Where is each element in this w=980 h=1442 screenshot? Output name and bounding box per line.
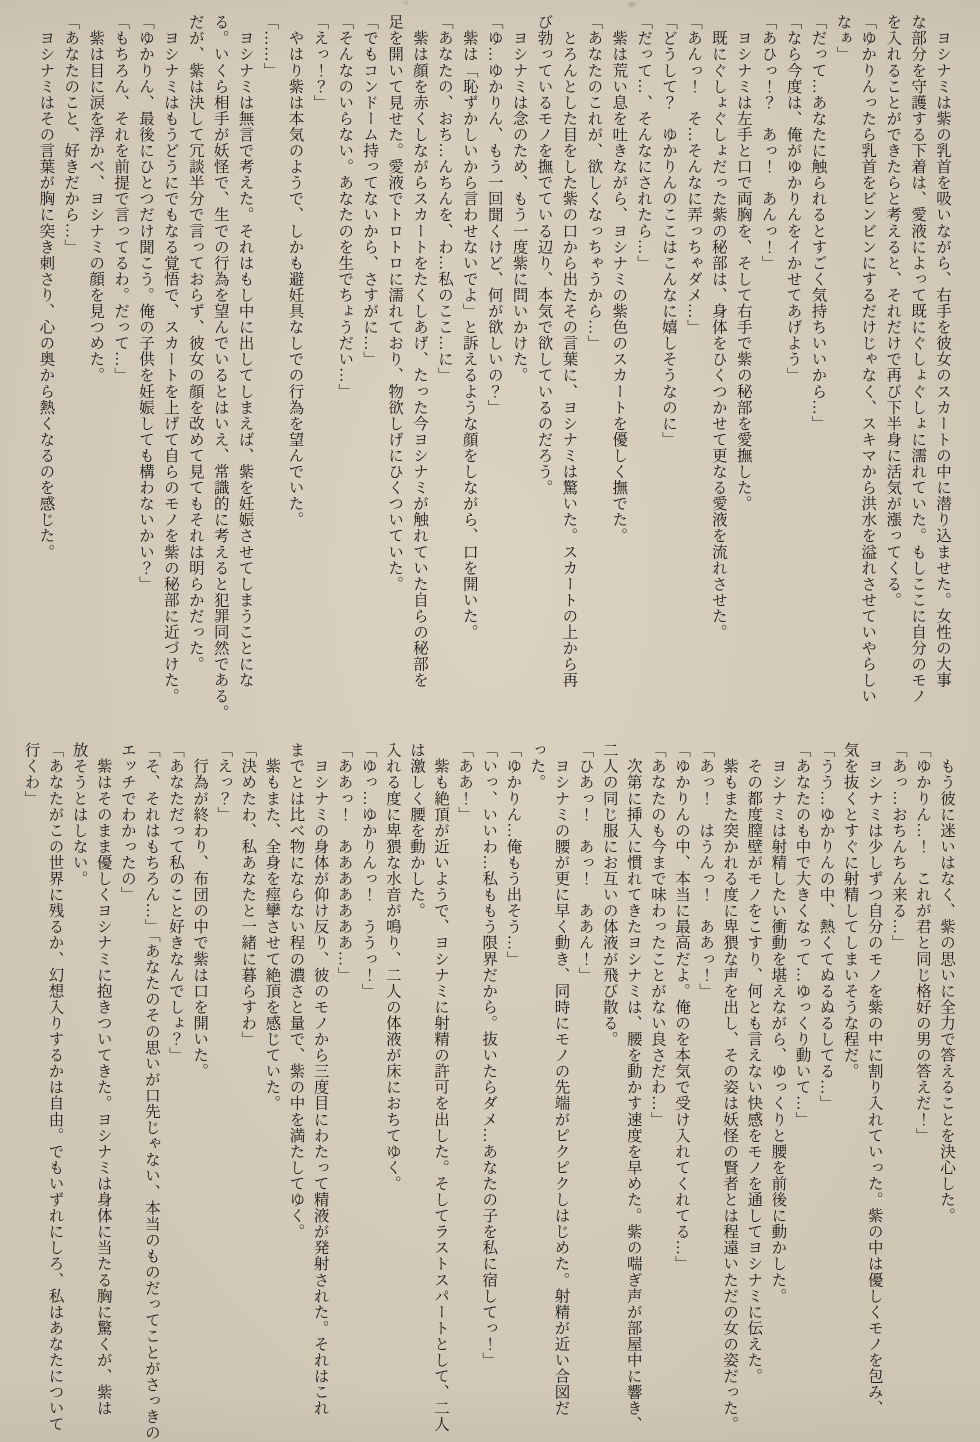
- text-column: 行くわ」: [22, 742, 40, 807]
- text-column: 「ゆかりん…俺もう出そう…」: [504, 742, 522, 967]
- text-column: 足を開いて見せた。愛液でトロトロに濡れており、物欲しげにひくついていた。: [386, 14, 404, 592]
- text-column: ヨシナミの腰が更に早く動き、同時にモノの先端がピクピクしはじめた。射精が近い合図だ: [552, 742, 570, 1417]
- text-column: 次第に挿入に慣れてきたヨシナミは、腰を動かす速度を早めた。紫の喘ぎ声が部屋中に響き、: [624, 742, 642, 1433]
- text-column: 「どうして？ ゆかりんのここはこんなに嬉しそうなのに」: [660, 14, 678, 448]
- scan-noise-speck: [628, 2, 635, 7]
- text-column: 「だって…あなたに触られるとすごく気持ちいいから…」: [809, 14, 827, 432]
- text-column: 紫はそのまま優しくヨシナミに抱きついてきた。ヨシナミは身体に当たる胸に驚くが、紫は: [94, 742, 112, 1417]
- text-column: 「うう…ゆかりんの中、熱くてぬるぬるしてる…」: [817, 742, 835, 1112]
- text-column: 紫は荒い息を吐きながら、ヨシナミの紫色のスカートを優しく撫でた。: [610, 14, 628, 544]
- text-column: 「ああ！」: [456, 742, 474, 823]
- text-column: なぁ」: [834, 14, 852, 63]
- text-column: 紫もまた、全身を痙攣させて絶頂を感じていた。: [263, 742, 281, 1112]
- text-column: った。: [528, 742, 546, 791]
- text-column: 「あんっ！ そ…そんなに弄っちゃダメ…」: [684, 14, 702, 335]
- text-column: 「あひっ！？ あっ！ あんっ！」: [759, 14, 777, 271]
- text-column: 「あなたがこの世界に残るか、幻想入りするかは自由。でもいずれにしろ、私はあなたについて: [46, 742, 64, 1433]
- text-column: ヨシナミの身体が仰け反り、彼のモノから三度目にわたって精液が発射された。それはこれ: [311, 742, 329, 1417]
- text-column: 「あなたのこと、好きだから…」: [62, 14, 80, 255]
- text-column: ヨシナミは左手と口で両胸を、そして右手で紫の秘部を愛撫した。: [734, 14, 752, 512]
- text-column: 「だって…、そんなにされたら…」: [635, 14, 653, 271]
- text-column: 「そんなのいらない。あなたのを生でちょうだい…」: [336, 14, 354, 400]
- text-column: 入れる度に卑猥な水音が鳴り、二人の体液が床におちてゆく。: [383, 742, 401, 1192]
- text-column: 「いっ、いいわ…私ももう限界だから。抜いたらダメ…あなたの子を私に宿してっ！」: [480, 742, 498, 1368]
- text-column: を入れることができたらと考えると、それだけで再び下半身に活気が漲ってくる。: [884, 14, 902, 608]
- text-column: 「ゆ…ゆかりん、もう一回聞くけど、何が欲しいの？」: [485, 14, 503, 416]
- text-column: その都度膣壁がモノをこすり、何とも言えない快感をモノを通してヨシナミに伝えた。: [745, 742, 763, 1384]
- text-column: までとは比べ物にならない程の濃さと量で、紫の中を満たしてゆく。: [287, 742, 305, 1240]
- text-column: 「ゆかりん…！ これが君と同じ格好の男の答えだ！」: [913, 742, 931, 1144]
- text-column: だが、紫は決して冗談半分で言っておらず、彼女の顔を改めて見てもそれは明らかだった。: [186, 14, 204, 673]
- text-column: 紫もまた突かれる度に卑猥な声を出し、その姿は妖怪の賢者とは程遠いただの女の姿だった。: [721, 742, 739, 1433]
- text-column: 二人の同じ服にお互いの体液が飛び散る。: [600, 742, 618, 1047]
- text-column: 紫は目に涙を浮かべ、ヨシナミの顔を見つめた。: [87, 14, 105, 384]
- text-column: ヨシナミは射精したい衝動を堪えながら、ゆっくりと腰を前後に動かした。: [769, 742, 787, 1304]
- text-column: もう彼に迷いはなく、紫の思いに全力で答えることを決心した。: [938, 742, 955, 1224]
- text-column: 「あっ…おちんちん来る…」: [889, 742, 907, 951]
- text-column: 紫は「恥ずかしいから言わせないでよ」と訴えるような顔をしながら、口を開いた。: [460, 14, 478, 640]
- text-column: エッチでわかったの」: [118, 742, 136, 903]
- text-column: は激しく腰を動かした。: [407, 742, 425, 919]
- text-column: 気を抜くとすぐに射精してしまいそうな程だ。: [841, 742, 859, 1080]
- text-column: 放そうとはしない。: [70, 742, 88, 887]
- text-column: 「あなたのも今まで味わったことがない良さだわ…」: [648, 742, 666, 1128]
- text-column: 「えっ！？」: [311, 14, 329, 111]
- text-column: 「ゆっ…ゆかりんっ！ ううっ！」: [359, 742, 377, 999]
- text-column: 「ひあっ！ あっ！ ああん！」: [576, 742, 594, 983]
- text-column: 行為が終わり、布団の中で紫は口を開いた。: [191, 742, 209, 1080]
- text-column: 「ああっ！ あああああああ…」: [335, 742, 353, 983]
- text-column: 既にぐしょぐしょだった紫の秘部は、身体をひくつかせて更なる愛液を流れさせた。: [709, 14, 727, 640]
- text-block-bottom: [18, 742, 958, 1440]
- text-column: 「あっ！ はうんっ！ ああっ！」: [697, 742, 715, 999]
- text-column: 「あなただって私のこと好きなんでしょ？」: [167, 742, 184, 1063]
- text-column: 「……」: [261, 14, 279, 79]
- text-column: ヨシナミはその言葉が胸に突き刺さり、心の奥から熱くなるのを感じた。: [37, 14, 55, 560]
- text-column: 紫も絶頂が近いようで、ヨシナミに射精の許可を出した。そしてラストスパートとして、二人: [432, 742, 450, 1433]
- text-column: ヨシナミは念のため、もう一度紫に問いかけた。: [510, 14, 528, 384]
- text-block-top: [32, 14, 954, 732]
- text-column: 「あなたの、おち…んちんを、わ…私のここ…に」: [435, 14, 453, 384]
- text-column: ヨシナミは無言で考えた。それはもし中に出してしまえば、紫を妊娠させてしまうことにな: [236, 14, 254, 689]
- text-column: 紫は顔を赤くしながらスカートをたくしあげ、たった今ヨシナミが触れていた自らの秘部を: [410, 14, 428, 689]
- text-column: 「ゆかりんの中、本当に最高だよ。俺のを本気で受け入れてくれてる…」: [672, 742, 690, 1272]
- text-column: ヨシナミは紫の乳首を吸いながら、右手を彼女のスカートの中に潜り込ませた。女性の大事: [934, 14, 951, 689]
- scan-noise-speck: [404, 1, 408, 4]
- text-column: 「ゆかりん、最後にひとつだけ聞こう。俺の子供を妊娠しても構わないかい？」: [137, 14, 154, 592]
- text-column: やはり紫は本気のようで、しかも避妊具なしでの行為を望んでいた。: [286, 14, 304, 528]
- text-column: ヨシナミは少しずつ自分のモノを紫の中に割り入れていった。紫の中は優しくモノを包み、: [865, 742, 883, 1417]
- text-column: 「もちろん、それを前提で言ってるわ。だって…」: [112, 14, 130, 384]
- text-column: 「でもコンドーム持ってないから、さすがに…」: [361, 14, 379, 368]
- text-column: な部分を守護する下着は、愛液によって既にぐしょぐしょに濡れていた。もしここに自分のモノ: [909, 14, 927, 705]
- text-column: ヨシナミはもうどうにでもなる覚悟で、スカートを上げて自らのモノを紫の秘部に近づけた。: [161, 14, 179, 705]
- text-column: 「決めたわ、私あなたと一緒に暮らすわ」: [239, 742, 257, 1047]
- text-column: 「そ、それはもちろん…」「あなたのその思いが口先じゃない、本当のものだってことがさっきの: [142, 742, 160, 1441]
- text-column: 「ゆかりんったら乳首をビンビンにするだけじゃなく、スキマから洪水を溢れさせていやらしい: [859, 14, 877, 705]
- text-column: 「なら今度は、俺がゆかりんをイかせてあげよう」: [784, 14, 802, 384]
- text-column: び勃っているモノを撫でている辺り、本気で欲しているのだろう。: [535, 14, 553, 496]
- text-column: とろんとした目をした紫の口から出たその言葉に、ヨシナミは驚いた。スカートの上から再: [560, 14, 578, 689]
- text-column: 「あなたのこれが、欲しくなっちゃうから…」: [585, 14, 603, 352]
- text-column: 「えっ？」: [215, 742, 233, 823]
- text-column: 「あなたのも中で大きくなって…ゆっくり動いて…」: [793, 742, 811, 1128]
- text-column: る。いくら相手が妖怪で、生での行為を望んでいるとはいえ、常識的に考えると犯罪同然である。: [211, 14, 229, 721]
